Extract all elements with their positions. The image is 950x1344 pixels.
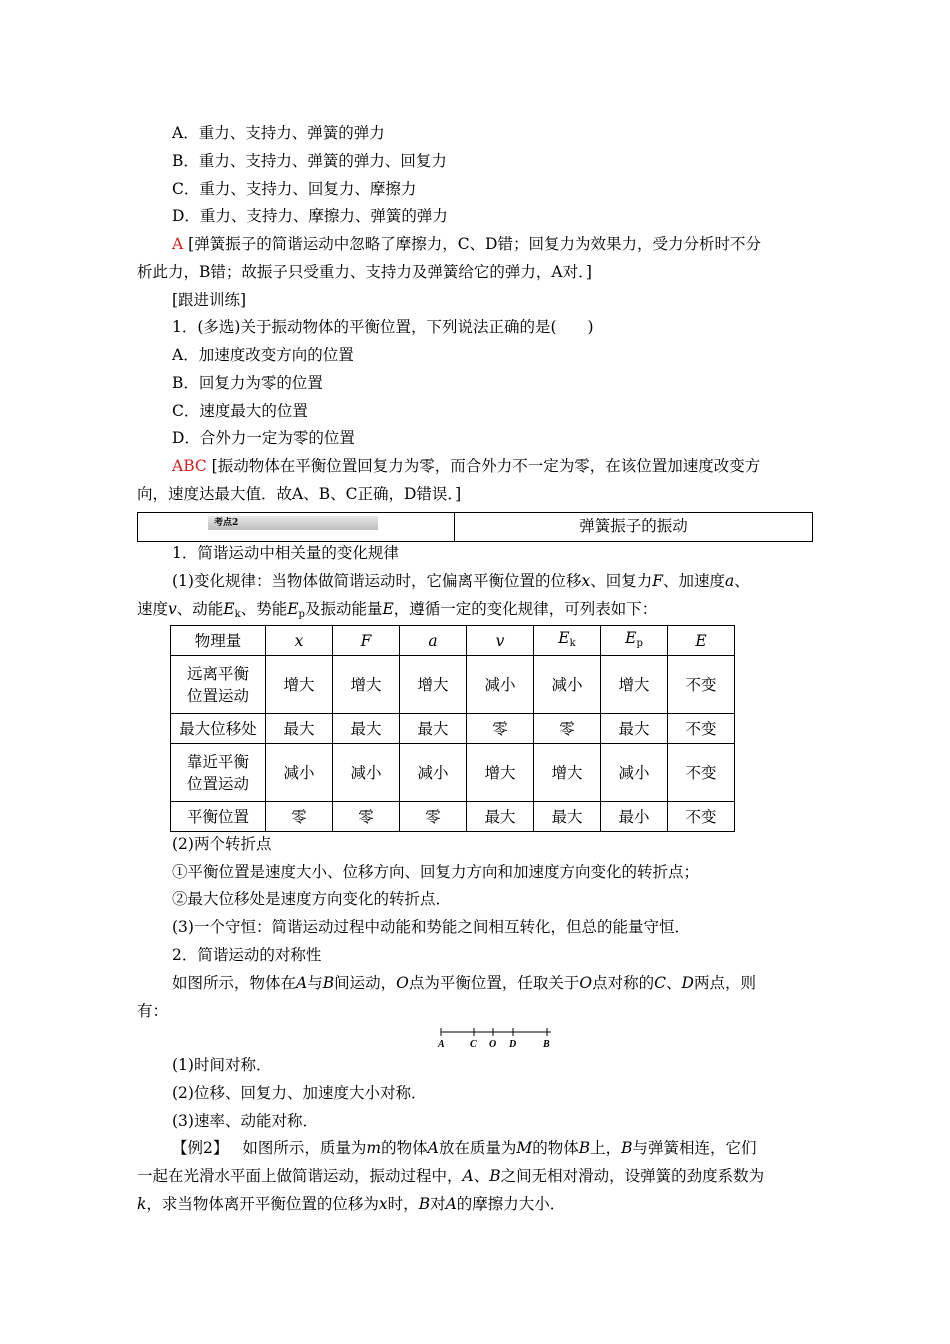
label-line: 位置运动 — [186, 686, 249, 705]
table-row — [171, 714, 735, 744]
subscript: p — [636, 637, 643, 649]
answer-text: [振动物体在平衡位置回复力为零，而合外力不一定为零，在该位置加速度改变方 — [211, 457, 761, 475]
table-header: F — [333, 626, 400, 656]
answer-explanation-1-cont: 析此力，B错；故振子只受重力、支持力及弹簧给它的弹力，A对．] — [137, 263, 592, 281]
example-tag: 【例2】 — [172, 1139, 229, 1157]
table-cell: 零 — [333, 802, 400, 832]
subscript: k — [569, 637, 576, 649]
table-cell: 最大 — [333, 714, 400, 744]
table-cell: 最大 — [534, 802, 601, 832]
symbol: B — [489, 1167, 501, 1185]
text: 的摩擦力大小． — [456, 1195, 566, 1213]
symmetry-item-1: (1)时间对称． — [172, 1056, 272, 1074]
section2-title: 2．简谐运动的对称性 — [172, 946, 322, 964]
option-b: B．重力、支持力、弹簧的弹力、回复力 — [172, 152, 447, 170]
symbol: m — [366, 1139, 382, 1157]
table-row-label: 最大位移处 — [171, 714, 266, 744]
symbol-e: E — [382, 600, 394, 618]
symbol: E — [558, 628, 570, 647]
option-d: D．重力、支持力、摩擦力、弹簧的弹力 — [172, 207, 448, 225]
text: 上， — [590, 1139, 622, 1157]
symbol: B — [418, 1195, 431, 1213]
section-title: 弹簧振子的振动 — [579, 517, 688, 535]
text: 之间无相对滑动，设弹簧的劲度系数为 — [500, 1167, 765, 1185]
table-row-label: 平衡位置 — [171, 802, 266, 832]
answer-explanation-2 — [172, 455, 760, 477]
symbol: B — [621, 1139, 633, 1157]
subscript: k — [234, 609, 241, 620]
symbol: O — [396, 974, 409, 992]
symbol: D — [681, 974, 694, 992]
text: 、回复力 — [590, 572, 653, 590]
table-cell: 增大 — [400, 656, 467, 714]
label-d: D — [509, 1039, 517, 1049]
answer-explanation-2-cont: 向，速度达最大值．故A、B、C正确，D错误．] — [137, 485, 462, 503]
section1-para3: (3)一个守恒：简谐运动过程中动能和势能之间相互转化，但总的能量守恒． — [172, 918, 690, 936]
label-line: 靠近平衡 — [186, 752, 249, 771]
table-header: 物理量 — [171, 626, 266, 656]
table-cell: 减小 — [467, 656, 534, 714]
table-cell: 减小 — [266, 744, 333, 802]
question-option-c: C．速度最大的位置 — [172, 402, 308, 420]
text: 与 — [307, 974, 323, 992]
option-a: A．重力、支持力、弹簧的弹力 — [172, 124, 385, 142]
table-header: E — [668, 626, 735, 656]
text: 如图所示，物体在 — [172, 974, 297, 992]
text: 、 — [734, 572, 750, 590]
text: 速度 — [137, 600, 169, 618]
text: 点为平衡位置，任取关于 — [408, 974, 580, 992]
symbol: k — [137, 1195, 147, 1213]
symbol: M — [516, 1139, 533, 1157]
symbol: A — [427, 1139, 439, 1157]
symmetry-item-3: (3)速率、动能对称． — [172, 1112, 318, 1130]
option-c: C．重力、支持力、回复力、摩擦力 — [172, 180, 417, 198]
text: 、 — [473, 1167, 490, 1185]
text: 、 — [665, 974, 682, 992]
symbol-f: F — [652, 572, 663, 590]
section-tag: 考点2 — [208, 516, 378, 530]
label-o: O — [489, 1039, 497, 1049]
table-header: a — [400, 626, 467, 656]
symbol-a: a — [725, 572, 735, 590]
table-row — [171, 802, 735, 832]
text: 如图所示，质量为 — [242, 1139, 367, 1157]
section2-para — [172, 972, 756, 994]
example-line1 — [172, 1137, 757, 1159]
label-c: C — [470, 1039, 477, 1049]
section1-para1 — [172, 570, 750, 592]
example-line2 — [137, 1165, 764, 1187]
example-line3 — [137, 1193, 565, 1215]
text: 间运动， — [334, 974, 397, 992]
symmetry-item-2: (2)位移、回复力、加速度大小对称． — [172, 1084, 427, 1102]
table-cell: 零 — [266, 802, 333, 832]
text: 对 — [430, 1195, 446, 1213]
text: 、势能 — [240, 600, 288, 618]
table-cell: 零 — [534, 714, 601, 744]
table-row-label — [171, 744, 266, 802]
text: ，求当物体离开平衡位置的位移为 — [146, 1195, 379, 1213]
answer-text: [弹簧振子的简谐运动中忽略了摩擦力，C、D错；回复力为效果力，受力分析时不分 — [188, 235, 761, 253]
text: 、加速度 — [663, 572, 726, 590]
symbol: B — [322, 974, 335, 992]
question-option-b: B．回复力为零的位置 — [172, 374, 323, 392]
table-cell: 最小 — [601, 802, 668, 832]
table-cell: 增大 — [333, 656, 400, 714]
text: 的物体 — [381, 1139, 428, 1157]
table-cell: 减小 — [534, 656, 601, 714]
symmetry-diagram — [437, 1027, 557, 1049]
text: 两点，则 — [693, 974, 756, 992]
label-line: 远离平衡 — [186, 664, 249, 683]
table-cell: 最大 — [266, 714, 333, 744]
symbol: E — [625, 628, 637, 647]
text: 及振动能量 — [304, 600, 383, 618]
section1-title: 1．简谐运动中相关量的变化规律 — [172, 544, 399, 562]
section2-para-cont: 有： — [137, 1002, 169, 1020]
text: 时， — [387, 1195, 419, 1213]
table-header — [601, 626, 668, 656]
turning-point-1: ①平衡位置是速度大小、位移方向、回复力方向和加速度方向变化的转折点； — [172, 863, 700, 881]
symbol: x — [378, 1195, 388, 1213]
table-cell: 不变 — [668, 802, 735, 832]
table-cell: 增大 — [467, 744, 534, 802]
question-option-a: A．加速度改变方向的位置 — [172, 346, 354, 364]
follow-up-heading: [跟进训练] — [172, 291, 247, 309]
label-line: 位置运动 — [186, 774, 249, 793]
table-cell: 不变 — [668, 744, 735, 802]
symbol: B — [578, 1139, 591, 1157]
table-cell: 零 — [467, 714, 534, 744]
section1-para1-cont — [137, 598, 657, 626]
table-cell: 增大 — [601, 656, 668, 714]
section-banner — [137, 512, 813, 542]
table-header: x — [266, 626, 333, 656]
answer-letter: A — [172, 235, 184, 253]
table-cell: 不变 — [668, 656, 735, 714]
symbol: A — [445, 1195, 457, 1213]
table-header — [534, 626, 601, 656]
table-cell: 减小 — [400, 744, 467, 802]
symbol-ep: E — [287, 600, 299, 618]
question-stem: 1．(多选)关于振动物体的平衡位置，下列说法正确的是( ) — [172, 318, 594, 336]
symbol: A — [462, 1167, 474, 1185]
turning-point-2: ②最大位移处是速度方向变化的转折点． — [172, 890, 452, 908]
table-cell: 增大 — [534, 744, 601, 802]
table-cell: 减小 — [333, 744, 400, 802]
symbol-v: v — [168, 600, 177, 618]
text: 、动能 — [176, 600, 224, 618]
table-row — [171, 656, 735, 714]
symbol: A — [296, 974, 308, 992]
symbol-ek: E — [223, 600, 235, 618]
symbol: C — [654, 974, 666, 992]
symbol: O — [579, 974, 593, 992]
label-a: A — [438, 1039, 445, 1049]
table-header: v — [467, 626, 534, 656]
answer-letter: ABC — [172, 457, 207, 475]
banner-tag-cell — [138, 513, 455, 541]
table-cell: 零 — [400, 802, 467, 832]
table-cell: 不变 — [668, 714, 735, 744]
text: (1)变化规律：当物体做简谐运动时，它偏离平衡位置的位移 — [172, 572, 582, 590]
table-row — [171, 744, 735, 802]
table-cell: 增大 — [266, 656, 333, 714]
text: 点对称的 — [592, 974, 655, 992]
table-cell: 最大 — [400, 714, 467, 744]
table-cell: 最大 — [601, 714, 668, 744]
text: ，遵循一定的变化规律，可列表如下： — [393, 600, 658, 618]
section1-para2: (2)两个转折点 — [172, 835, 272, 853]
table-cell: 减小 — [601, 744, 668, 802]
table-header-row — [171, 626, 735, 656]
text: 与弹簧相连，它们 — [632, 1139, 757, 1157]
text: 放在质量为 — [438, 1139, 517, 1157]
label-b: B — [543, 1039, 550, 1049]
table-cell: 最大 — [467, 802, 534, 832]
answer-explanation-1 — [172, 233, 761, 255]
table-row-label — [171, 656, 266, 714]
question-option-d: D．合外力一定为零的位置 — [172, 429, 355, 447]
text: 的物体 — [532, 1139, 579, 1157]
text: 一起在光滑水平面上做简谐运动，振动过程中， — [137, 1167, 463, 1185]
subscript: p — [298, 609, 305, 620]
quantities-table — [170, 625, 735, 832]
symbol-x: x — [581, 572, 591, 590]
